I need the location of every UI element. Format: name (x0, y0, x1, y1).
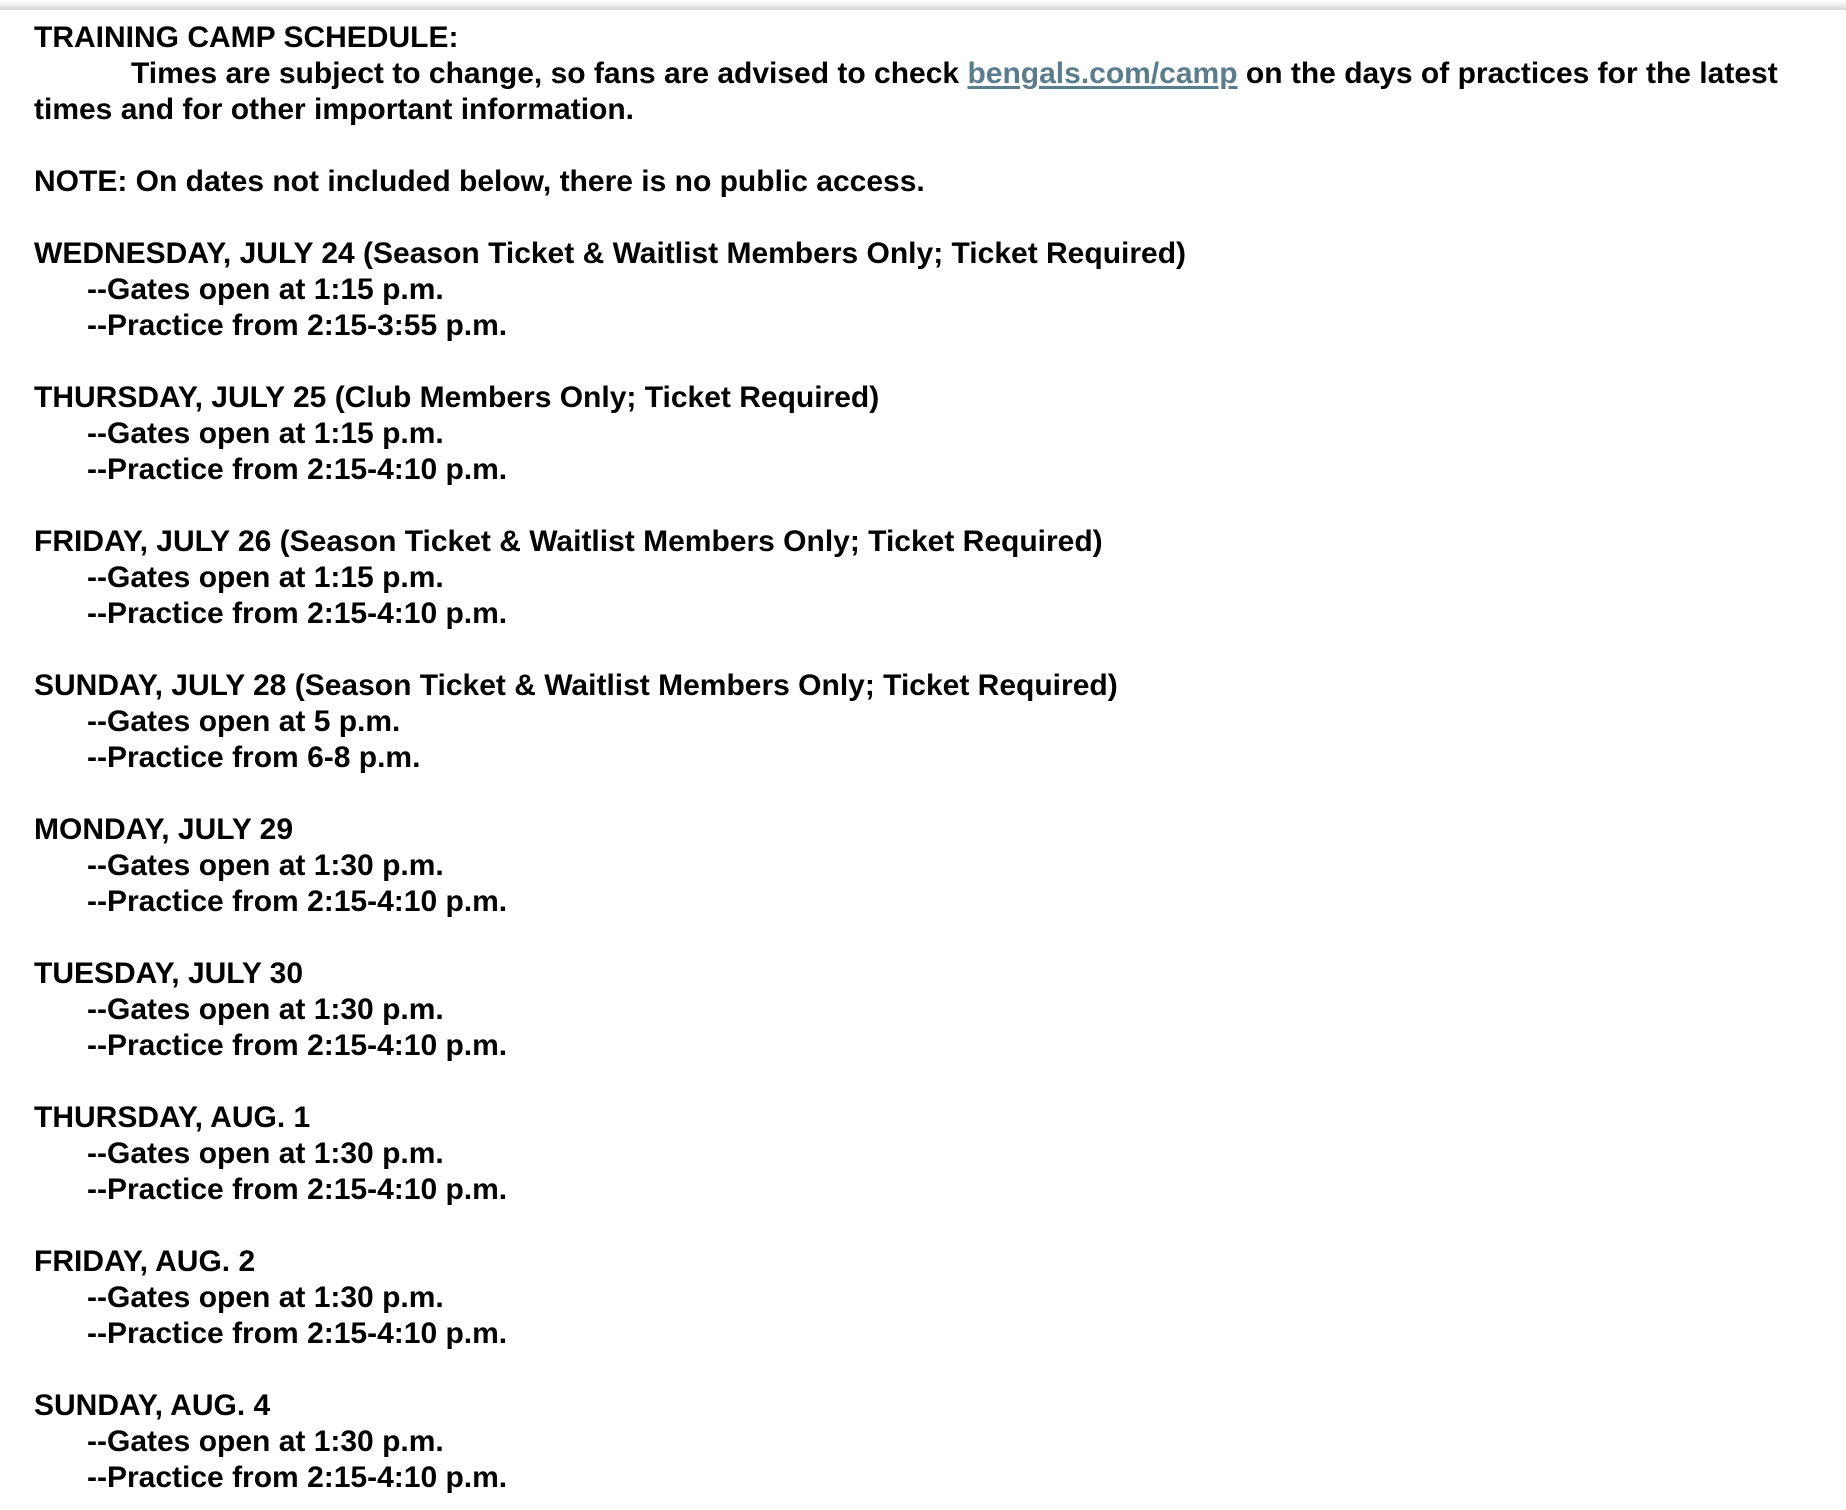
spacer (34, 776, 1824, 812)
gates-open-time: --Gates open at 1:30 p.m. (87, 1137, 444, 1170)
schedule-document (34, 20, 1824, 1496)
schedule-entry (34, 380, 1824, 488)
schedule-list (34, 200, 1824, 1496)
camp-link[interactable]: bengals.com/camp (967, 57, 1238, 90)
top-divider (0, 0, 1846, 10)
spacer (34, 920, 1824, 956)
gates-open-time: --Gates open at 5 p.m. (87, 705, 401, 738)
schedule-entry (34, 1244, 1824, 1352)
schedule-date-heading: MONDAY, JULY 29 (34, 813, 294, 846)
schedule-entry (34, 1388, 1824, 1496)
schedule-date-heading: THURSDAY, JULY 25 (Club Members Only; Ticket Required) (34, 381, 880, 414)
gates-open-time: --Gates open at 1:30 p.m. (87, 993, 444, 1026)
practice-time: --Practice from 2:15-4:10 p.m. (87, 885, 508, 918)
schedule-date-heading: SUNDAY, AUG. 4 (34, 1389, 271, 1422)
practice-time: --Practice from 2:15-4:10 p.m. (87, 597, 508, 630)
schedule-date-heading: WEDNESDAY, JULY 24 (Season Ticket & Waitlist Members Only; Ticket Required) (34, 237, 1187, 270)
gates-open-time: --Gates open at 1:15 p.m. (87, 561, 444, 594)
spacer (34, 1064, 1824, 1100)
practice-time: --Practice from 2:15-4:10 p.m. (87, 1173, 508, 1206)
intro-paragraph (34, 56, 1824, 128)
schedule-date-heading: FRIDAY, JULY 26 (Season Ticket & Waitlist Members Only; Ticket Required) (34, 525, 1103, 558)
gates-open-time: --Gates open at 1:30 p.m. (87, 1425, 444, 1458)
gates-open-time: --Gates open at 1:30 p.m. (87, 1281, 444, 1314)
intro-text-before-link: Times are subject to change, so fans are advised to check (131, 57, 968, 90)
spacer (34, 1208, 1824, 1244)
intro-text-after-link: on the days of practices for the latest times and for other important information. (34, 57, 1778, 126)
schedule-entry (34, 668, 1824, 776)
gates-open-time: --Gates open at 1:15 p.m. (87, 417, 444, 450)
schedule-date-heading: TUESDAY, JULY 30 (34, 957, 304, 990)
practice-time: --Practice from 2:15-4:10 p.m. (87, 1029, 508, 1062)
spacer (34, 344, 1824, 380)
spacer (34, 1352, 1824, 1388)
spacer (34, 632, 1824, 668)
schedule-entry (34, 524, 1824, 632)
practice-time: --Practice from 2:15-4:10 p.m. (87, 1317, 508, 1350)
gates-open-time: --Gates open at 1:15 p.m. (87, 273, 444, 306)
schedule-entry (34, 1100, 1824, 1208)
practice-time: --Practice from 6-8 p.m. (87, 741, 421, 774)
practice-time: --Practice from 2:15-3:55 p.m. (87, 309, 508, 342)
schedule-date-heading: FRIDAY, AUG. 2 (34, 1245, 256, 1278)
schedule-entry (34, 812, 1824, 920)
practice-time: --Practice from 2:15-4:10 p.m. (87, 1461, 508, 1494)
practice-time: --Practice from 2:15-4:10 p.m. (87, 453, 508, 486)
spacer (34, 128, 1824, 164)
spacer (34, 200, 1824, 236)
public-access-note: NOTE: On dates not included below, there is no public access. (34, 165, 925, 198)
spacer (34, 488, 1824, 524)
schedule-entry (34, 236, 1824, 344)
schedule-entry (34, 956, 1824, 1064)
gates-open-time: --Gates open at 1:30 p.m. (87, 849, 444, 882)
schedule-date-heading: SUNDAY, JULY 28 (Season Ticket & Waitlist Members Only; Ticket Required) (34, 669, 1118, 702)
schedule-date-heading: THURSDAY, AUG. 1 (34, 1101, 311, 1134)
page-title: TRAINING CAMP SCHEDULE: (34, 21, 459, 54)
